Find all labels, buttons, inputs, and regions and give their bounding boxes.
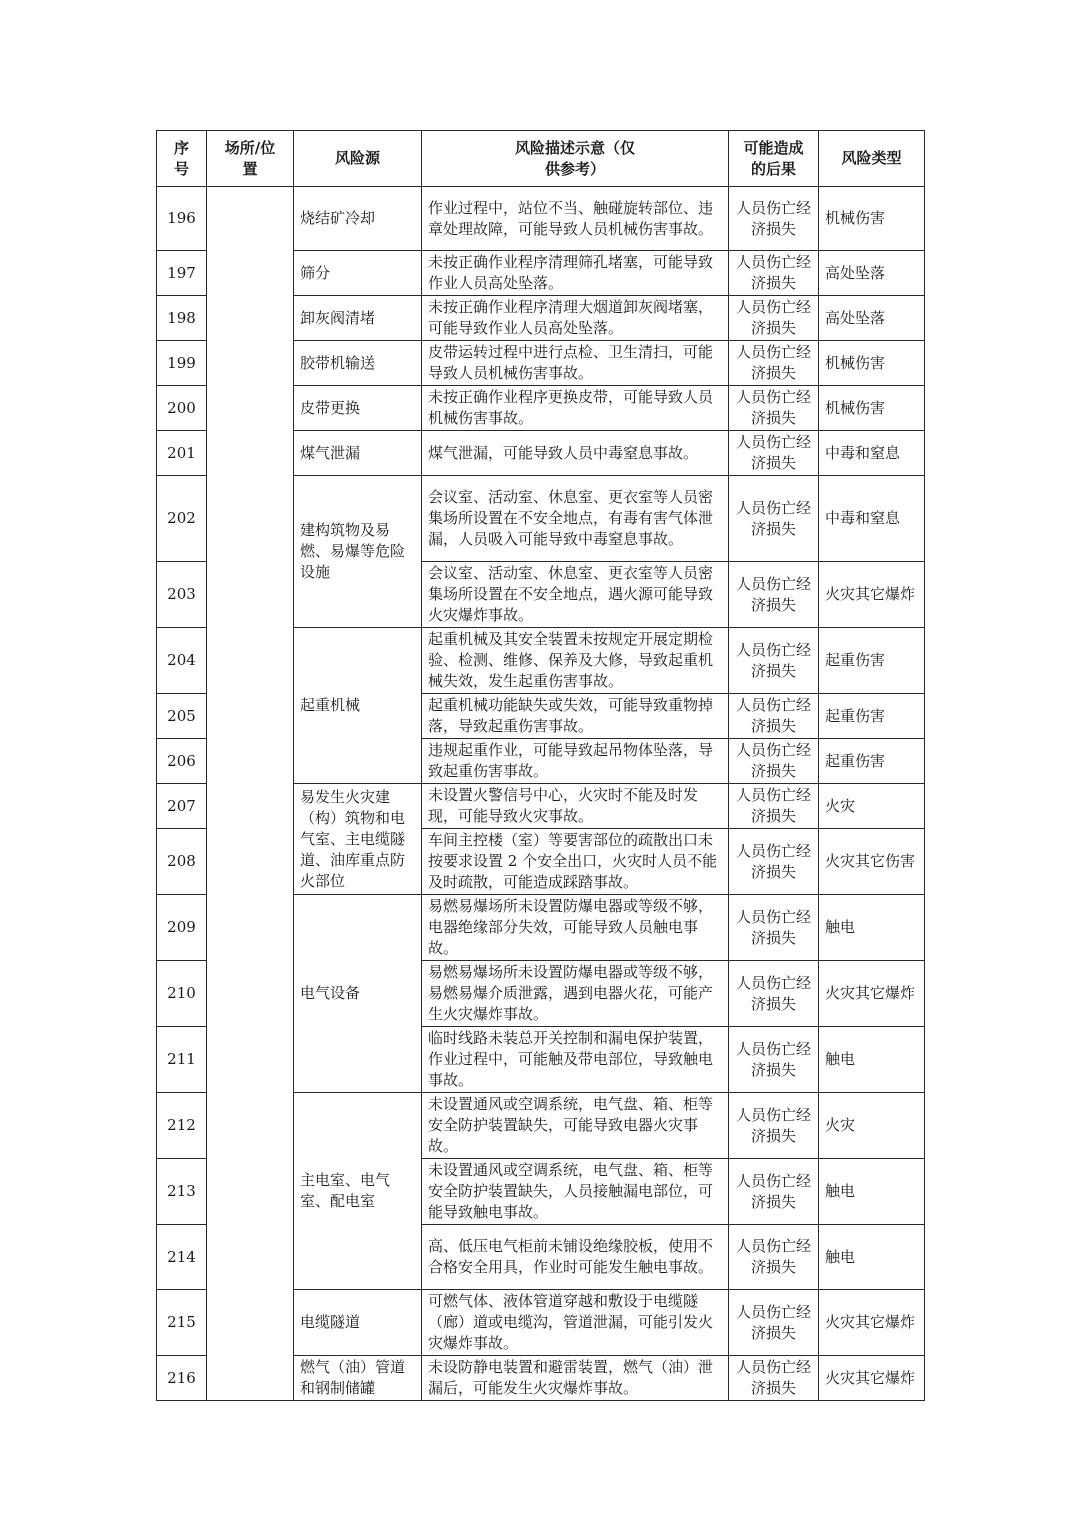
risk-description: 易燃易爆场所未设置防爆电器或等级不够，易燃易爆介质泄露，遇到电器火花，可能产生火灾爆炸事故。	[422, 961, 729, 1027]
consequence: 人员伤亡经济损失	[729, 784, 819, 829]
risk-description: 未设置通风或空调系统，电气盘、箱、柜等安全防护装置缺失，人员接触漏电部位，可能导致触电事故。	[422, 1159, 729, 1225]
row-number: 206	[157, 739, 207, 784]
consequence: 人员伤亡经济损失	[729, 1093, 819, 1159]
row-number: 216	[157, 1356, 207, 1401]
risk-type: 机械伤害	[819, 341, 925, 386]
risk-description: 临时线路未装总开关控制和漏电保护装置，作业过程中，可能触及带电部位，导致触电事故。	[422, 1027, 729, 1093]
risk-type: 火灾其它爆炸	[819, 1290, 925, 1356]
row-number: 196	[157, 187, 207, 251]
risk-source: 易发生火灾建（构）筑物和电气室、主电缆隧道、油库重点防火部位	[294, 784, 422, 895]
risk-table	[156, 130, 925, 1401]
risk-description: 会议室、活动室、休息室、更衣室等人员密集场所设置在不安全地点，遇火源可能导致火灾爆炸事故。	[422, 562, 729, 628]
row-number: 197	[157, 251, 207, 296]
risk-description: 易燃易爆场所未设置防爆电器或等级不够，电器绝缘部分失效，可能导致人员触电事故。	[422, 895, 729, 961]
risk-type: 机械伤害	[819, 386, 925, 431]
risk-description: 可燃气体、液体管道穿越和敷设于电缆隧（廊）道或电缆沟，管道泄漏，可能引发火灾爆炸事故。	[422, 1290, 729, 1356]
consequence: 人员伤亡经济损失	[729, 386, 819, 431]
risk-type: 起重伤害	[819, 694, 925, 739]
row-number: 208	[157, 829, 207, 895]
consequence: 人员伤亡经济损失	[729, 961, 819, 1027]
row-number: 210	[157, 961, 207, 1027]
header-type: 风险类型	[819, 131, 925, 187]
risk-source: 主电室、电气室、配电室	[294, 1093, 422, 1290]
risk-description: 高、低压电气柜前未铺设绝缘胶板，使用不合格安全用具，作业时可能发生触电事故。	[422, 1225, 729, 1290]
consequence: 人员伤亡经济损失	[729, 829, 819, 895]
row-number: 214	[157, 1225, 207, 1290]
row-number: 202	[157, 476, 207, 562]
risk-type: 火灾	[819, 1093, 925, 1159]
risk-description: 皮带运转过程中进行点检、卫生清扫，可能导致人员机械伤害事故。	[422, 341, 729, 386]
row-number: 212	[157, 1093, 207, 1159]
consequence: 人员伤亡经济损失	[729, 251, 819, 296]
consequence: 人员伤亡经济损失	[729, 187, 819, 251]
header-source: 风险源	[294, 131, 422, 187]
place-cell	[207, 187, 294, 1401]
risk-type: 触电	[819, 1027, 925, 1093]
consequence: 人员伤亡经济损失	[729, 431, 819, 476]
risk-source: 煤气泄漏	[294, 431, 422, 476]
risk-type: 触电	[819, 1159, 925, 1225]
risk-type: 火灾	[819, 784, 925, 829]
row-number: 207	[157, 784, 207, 829]
risk-type: 火灾其它爆炸	[819, 1356, 925, 1401]
header-no: 序号	[157, 131, 207, 187]
risk-type: 起重伤害	[819, 628, 925, 694]
risk-source: 电气设备	[294, 895, 422, 1093]
risk-description: 起重机械及其安全装置未按规定开展定期检验、检测、维修、保养及大修，导致起重机械失效，发生起重伤害事故。	[422, 628, 729, 694]
risk-description: 未按正确作业程序清理大烟道卸灰阀堵塞，可能导致作业人员高处坠落。	[422, 296, 729, 341]
risk-type: 火灾其它爆炸	[819, 562, 925, 628]
risk-type: 高处坠落	[819, 251, 925, 296]
risk-type: 起重伤害	[819, 739, 925, 784]
consequence: 人员伤亡经济损失	[729, 739, 819, 784]
risk-description: 未设置火警信号中心，火灾时不能及时发现，可能导致火灾事故。	[422, 784, 729, 829]
risk-description: 煤气泄漏，可能导致人员中毒窒息事故。	[422, 431, 729, 476]
row-number: 215	[157, 1290, 207, 1356]
row-number: 198	[157, 296, 207, 341]
risk-type: 触电	[819, 1225, 925, 1290]
risk-source: 建构筑物及易燃、易爆等危险设施	[294, 476, 422, 628]
risk-description: 未设防静电装置和避雷装置，燃气（油）泄漏后，可能发生火灾爆炸事故。	[422, 1356, 729, 1401]
risk-source: 胶带机输送	[294, 341, 422, 386]
row-number: 205	[157, 694, 207, 739]
risk-type: 高处坠落	[819, 296, 925, 341]
risk-source: 烧结矿冷却	[294, 187, 422, 251]
row-number: 201	[157, 431, 207, 476]
row-number: 200	[157, 386, 207, 431]
risk-description: 作业过程中，站位不当、触碰旋转部位、违章处理故障，可能导致人员机械伤害事故。	[422, 187, 729, 251]
consequence: 人员伤亡经济损失	[729, 476, 819, 562]
header-desc: 风险描述示意（仅供参考）	[422, 131, 729, 187]
consequence: 人员伤亡经济损失	[729, 895, 819, 961]
row-number: 209	[157, 895, 207, 961]
row-number: 211	[157, 1027, 207, 1093]
table-header-row	[157, 131, 925, 187]
row-number: 213	[157, 1159, 207, 1225]
consequence: 人员伤亡经济损失	[729, 296, 819, 341]
risk-description: 未按正确作业程序清理筛孔堵塞，可能导致作业人员高处坠落。	[422, 251, 729, 296]
consequence: 人员伤亡经济损失	[729, 1356, 819, 1401]
risk-source: 燃气（油）管道和钢制储罐	[294, 1356, 422, 1401]
consequence: 人员伤亡经济损失	[729, 1027, 819, 1093]
risk-type: 机械伤害	[819, 187, 925, 251]
header-consequence: 可能造成的后果	[729, 131, 819, 187]
risk-description: 会议室、活动室、休息室、更衣室等人员密集场所设置在不安全地点，有毒有害气体泄漏，人员吸入可能导致中毒窒息事故。	[422, 476, 729, 562]
row-number: 199	[157, 341, 207, 386]
risk-source: 卸灰阀清堵	[294, 296, 422, 341]
table-row	[157, 187, 925, 251]
risk-description: 起重机械功能缺失或失效，可能导致重物掉落，导致起重伤害事故。	[422, 694, 729, 739]
risk-type: 中毒和窒息	[819, 476, 925, 562]
table-body	[157, 187, 925, 1401]
risk-description: 未设置通风或空调系统，电气盘、箱、柜等安全防护装置缺失，可能导致电器火灾事故。	[422, 1093, 729, 1159]
risk-source: 皮带更换	[294, 386, 422, 431]
risk-description: 车间主控楼（室）等要害部位的疏散出口未按要求设置 2 个安全出口，火灾时人员不能及时疏散，可能造成踩踏事故。	[422, 829, 729, 895]
risk-source: 筛分	[294, 251, 422, 296]
row-number: 204	[157, 628, 207, 694]
risk-source: 电缆隧道	[294, 1290, 422, 1356]
row-number: 203	[157, 562, 207, 628]
risk-source: 起重机械	[294, 628, 422, 784]
consequence: 人员伤亡经济损失	[729, 628, 819, 694]
risk-type: 中毒和窒息	[819, 431, 925, 476]
consequence: 人员伤亡经济损失	[729, 1159, 819, 1225]
consequence: 人员伤亡经济损失	[729, 562, 819, 628]
risk-type: 火灾其它伤害	[819, 829, 925, 895]
consequence: 人员伤亡经济损失	[729, 341, 819, 386]
consequence: 人员伤亡经济损失	[729, 1225, 819, 1290]
risk-type: 火灾其它爆炸	[819, 961, 925, 1027]
risk-description: 违规起重作业，可能导致起吊物体坠落，导致起重伤害事故。	[422, 739, 729, 784]
consequence: 人员伤亡经济损失	[729, 1290, 819, 1356]
consequence: 人员伤亡经济损失	[729, 694, 819, 739]
risk-description: 未按正确作业程序更换皮带，可能导致人员机械伤害事故。	[422, 386, 729, 431]
header-place: 场所/位置	[207, 131, 294, 187]
risk-type: 触电	[819, 895, 925, 961]
